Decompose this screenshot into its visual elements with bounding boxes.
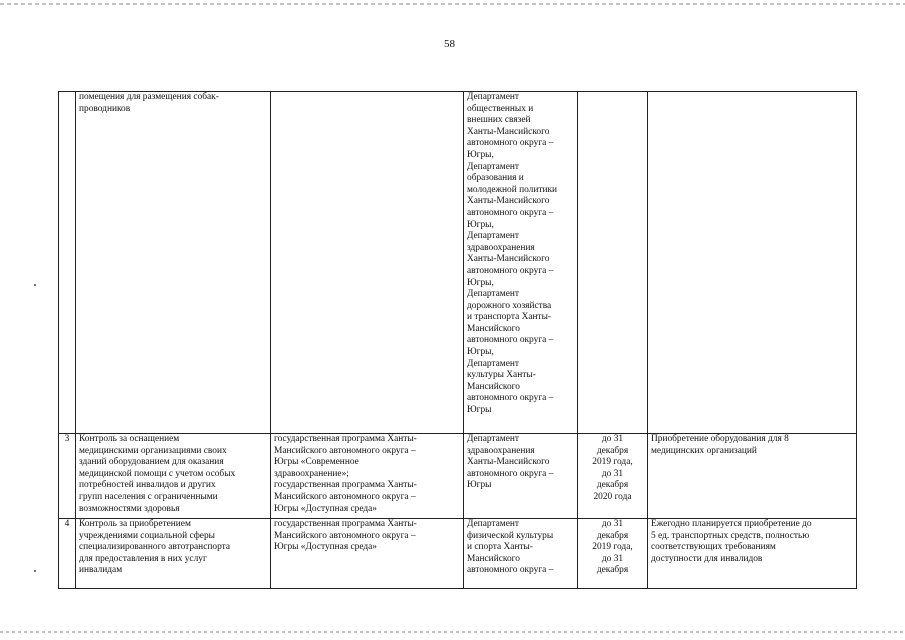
table-row [59, 92, 857, 434]
source-cell: государственная программа Ханты- Мансийского автономного округа – Югры «Современное здравоохранение»; государственная программа Ханты- Мансийского автономного округа – Югры «Доступная среда» [271, 434, 464, 519]
deadline-cell: до 31 декабря 2019 года, до 31 декабря 2020 года [578, 434, 648, 519]
executors-cell: Департамент физической культуры и спорта Ханты- Мансийского автономного округа – [464, 519, 578, 589]
source-cell [271, 92, 464, 434]
result-cell [648, 92, 857, 434]
scan-edge-bottom [0, 631, 905, 633]
deadline-cell [578, 92, 648, 434]
executors-cell: Департамент общественных и внешних связей Ханты-Мансийского автономного округа – Югры, Департамент образования и молодежной политики Ханты-Мансийского автономного округа – Югры, Департамент здравоохранения Ханты-Мансийского автономного округа – Югры, Департамент дорожного хозяйства и транспорта Ханты- Мансийского автономного округа – Югры, Департамент культуры Ханты- Мансийского автономного округа – Югры [464, 92, 578, 434]
source-cell: государственная программа Ханты- Мансийского автономного округа – Югры «Доступная среда» [271, 519, 464, 589]
row-number-cell [59, 92, 76, 434]
measure-cell: помещения для размещения собак- проводников [76, 92, 271, 434]
page-number: 58 [444, 38, 455, 50]
deadline-cell: до 31 декабря 2019 года, до 31 декабря [578, 519, 648, 589]
scan-edge-top [0, 3, 905, 5]
table-row [59, 519, 857, 589]
row-number-cell: 3 [59, 434, 76, 519]
measure-cell: Контроль за приобретением учреждениями социальной сферы специализированного автотранспорта для предоставления в них услуг инвалидам [76, 519, 271, 589]
result-cell: Ежегодно планируется приобретение до 5 ед. транспортных средств, полностью соответствующих требованиям доступности для инвалидов [648, 519, 857, 589]
scan-speck [34, 284, 36, 286]
measure-cell: Контроль за оснащением медицинскими организациями своих зданий оборудованием для оказания медицинской помощи с учетом особых потребностей инвалидов и других групп населения с ограниченными возможностями здоровья [76, 434, 271, 519]
row-number-cell: 4 [59, 519, 76, 589]
result-cell: Приобретение оборудования для 8 медицинских организаций [648, 434, 857, 519]
scan-speck [34, 570, 36, 572]
measures-table [58, 91, 857, 589]
executors-cell: Департамент здравоохранения Ханты-Мансийского автономного округа – Югры [464, 434, 578, 519]
table-row [59, 434, 857, 519]
